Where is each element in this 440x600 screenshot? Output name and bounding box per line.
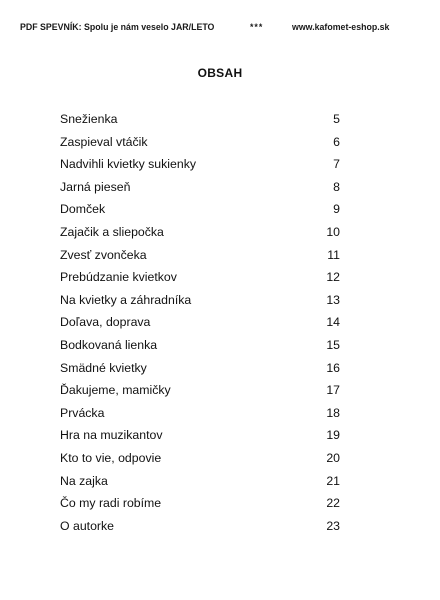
toc-entry-title: O autorke [60,518,114,533]
toc-entry [60,311,340,334]
header-title: PDF SPEVNÍK: Spolu je nám veselo JAR/LETO [20,22,215,32]
toc-entry-page: 6 [333,134,340,149]
page-header [20,22,420,38]
toc-entry [60,515,340,538]
toc-entry-page: 23 [326,518,340,533]
toc-entry [60,424,340,447]
toc-entry-page: 15 [326,337,340,352]
toc-entry [60,357,340,380]
toc-entry-page: 18 [326,405,340,420]
toc-entry-title: Zaspieval vtáčik [60,134,148,149]
toc-entry-page: 13 [326,292,340,307]
toc-entry-page: 11 [327,247,340,262]
toc-entry-title: Prvácka [60,405,105,420]
toc-entry-title: Prebúdzanie kvietkov [60,270,177,285]
toc-entry-title: Snežienka [60,112,118,126]
toc-entry [60,198,340,221]
toc-entry-title: Zajačik a sliepočka [60,224,164,239]
toc-entry-page: 8 [333,179,340,194]
toc-entry-page: 9 [333,202,340,217]
toc-entry [60,492,340,515]
toc-entry-title: Čo my radi robíme [60,496,162,511]
toc-entry [60,266,340,289]
toc-entry-title: Domček [60,202,106,217]
table-of-contents [60,108,340,537]
toc-entry [60,470,340,493]
toc-entry [60,447,340,470]
header-separator: *** [250,22,264,32]
toc-entry [60,289,340,312]
toc-entry-page: 19 [326,428,340,443]
toc-entry-title: Hra na muzikantov [60,428,163,443]
toc-entry [60,131,340,154]
toc-entry-page: 14 [326,315,340,330]
toc-entry-title: Jarná pieseň [60,179,131,194]
toc-entry [60,176,340,199]
toc-entry-page: 10 [326,224,340,239]
toc-entry-page: 5 [333,112,340,126]
toc-entry-title: Zvesť zvončeka [60,247,147,262]
toc-entry [60,244,340,267]
toc-entry-page: 21 [326,473,340,488]
toc-entry [60,153,340,176]
toc-entry [60,402,340,425]
toc-entry [60,108,340,131]
toc-entry [60,334,340,357]
toc-entry-page: 22 [326,496,340,511]
toc-entry [60,221,340,244]
toc-entry-title: Nadvihli kvietky sukienky [60,157,196,172]
toc-entry-title: Smädné kvietky [60,360,147,375]
toc-entry-title: Bodkovaná lienka [60,337,158,352]
toc-entry-page: 7 [333,157,340,172]
toc-entry-title: Na kvietky a záhradníka [60,292,192,307]
toc-entry-title: Doľava, doprava [60,315,151,330]
toc-entry-page: 16 [326,360,340,375]
toc-entry-title: Ďakujeme, mamičky [60,383,171,398]
toc-entry-page: 20 [326,450,340,465]
toc-entry-title: Na zajka [60,473,108,488]
toc-entry [60,379,340,402]
header-website: www.kafomet-eshop.sk [292,22,390,32]
toc-entry-title: Kto to vie, odpovie [60,450,162,465]
toc-entry-page: 17 [326,383,340,398]
page-title: OBSAH [197,66,243,80]
toc-entry-page: 12 [326,270,340,285]
